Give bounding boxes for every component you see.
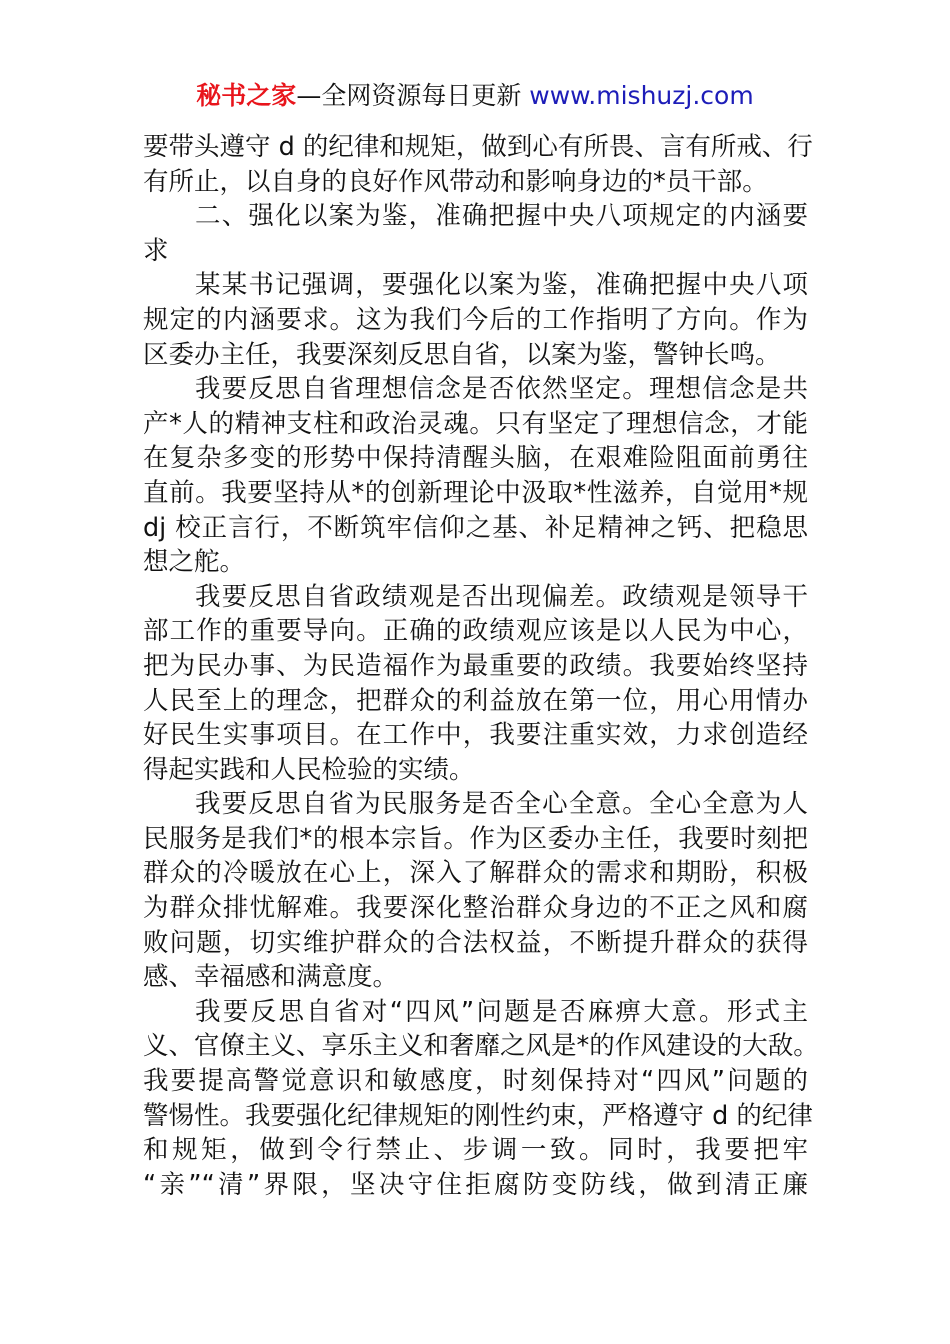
text-line: 规定的内涵要求。这为我们今后的工作指明了方向。作为 <box>143 304 808 335</box>
text-line: 有所止，以自身的良好作风带动和影响身边的*员干部。 <box>143 166 768 197</box>
text-line: dj 校正言行，不断筑牢信仰之基、补足精神之钙、把稳思 <box>143 512 808 543</box>
section-heading-line: 求 <box>143 235 169 266</box>
text-line: 为群众排忧解难。我要深化整治群众身边的不正之风和腐 <box>143 893 808 924</box>
text-line: 义、官僚主义、享乐主义和奢靡之风是*的作风建设的大敌。 <box>143 1031 819 1062</box>
text-line: 民服务是我们*的根本宗旨。作为区委办主任，我要时刻把 <box>143 823 808 854</box>
header-tagline: —全网资源每日更新 <box>296 81 530 110</box>
text-line: 败问题，切实维护群众的合法权益，不断提升群众的获得 <box>143 927 808 958</box>
text-line: 在复杂多变的形势中保持清醒头脑，在艰难险阻面前勇往 <box>143 443 808 474</box>
site-header <box>0 78 950 114</box>
text-line: 我要反思自省为民服务是否全心全意。全心全意为人 <box>195 789 808 820</box>
text-line: 要带头遵守 d 的纪律和规矩，做到心有所畏、言有所戒、行 <box>143 132 813 162</box>
text-line: 部工作的重要导向。正确的政绩观应该是以人民为中心， <box>143 616 808 647</box>
text-line: 某某书记强调，要强化以案为鉴，准确把握中央八项 <box>195 270 808 301</box>
text-line: 我要反思自省政绩观是否出现偏差。政绩观是领导干 <box>195 581 808 612</box>
text-line: 群众的冷暖放在心上，深入了解群众的需求和期盼，积极 <box>143 858 808 889</box>
text-line: 想之舵。 <box>143 547 246 578</box>
text-line: 产*人的精神支柱和政治灵魂。只有坚定了理想信念，才能 <box>143 408 808 439</box>
text-line: 直前。我要坚持从*的创新理论中汲取*性滋养，自觉用*规 <box>143 477 808 508</box>
site-url-link[interactable]: www.mishuzj.com <box>529 81 754 110</box>
text-line: 我要反思自省对“四风”问题是否麻痹大意。形式主 <box>195 996 808 1027</box>
text-line: 好民生实事项目。在工作中，我要注重实效，力求创造经 <box>143 720 808 751</box>
document-body <box>143 130 819 1202</box>
text-line: “亲”“清”界限，坚决守住拒腐防变防线，做到清正廉 <box>143 1169 808 1200</box>
text-line: 我要反思自省理想信念是否依然坚定。理想信念是共 <box>195 374 808 405</box>
text-line: 和规矩，做到令行禁止、步调一致。同时，我要把牢 <box>143 1135 808 1166</box>
text-line: 把为民办事、为民造福作为最重要的政绩。我要始终坚持 <box>143 650 808 681</box>
text-line: 得起实践和人民检验的实绩。 <box>143 754 475 785</box>
brand-name: 秘书之家 <box>196 81 297 110</box>
text-line: 区委办主任，我要深刻反思自省，以案为鉴，警钟长鸣。 <box>143 339 781 370</box>
text-line: 我要提高警觉意识和敏感度，时刻保持对“四风”问题的 <box>143 1066 808 1097</box>
section-heading-line: 二、强化以案为鉴，准确把握中央八项规定的内涵要 <box>195 201 808 232</box>
text-line: 警惕性。我要强化纪律规矩的刚性约束，严格遵守 d 的纪律 <box>143 1100 813 1131</box>
text-line: 感、幸福感和满意度。 <box>143 962 399 993</box>
text-line: 人民至上的理念，把群众的利益放在第一位，用心用情办 <box>143 685 808 716</box>
